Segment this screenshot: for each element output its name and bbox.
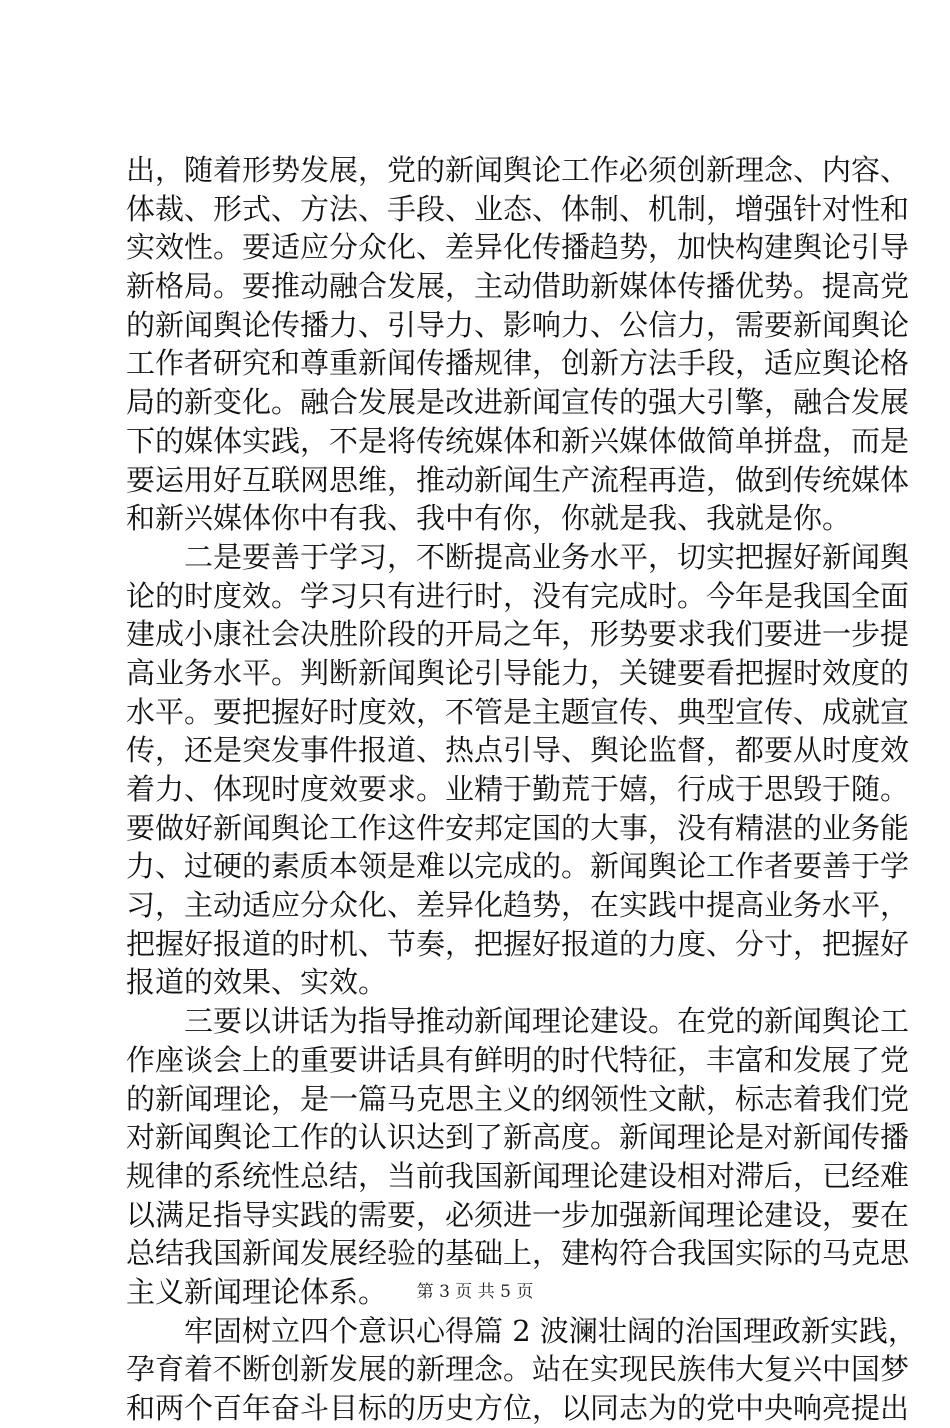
text-line: 和新兴媒体你中有我、我中有你，你就是我、我就是你。 [126,501,852,536]
text-line: 着力、体现时度效要求。业精于勤荒于嬉，行成于思毁于随。 [126,772,910,806]
text-line: 主义新闻理论体系。 [126,1274,388,1309]
text-line: 二是要善于学习，不断提高业务水平，切实把握好新闻舆 [184,539,910,574]
text-line: 要运用好互联网思维，推动新闻生产流程再造，做到传统媒体 [126,462,910,497]
text-line: 建成小康社会决胜阶段的开局之年，形势要求我们要进一步提 [126,617,910,652]
text-line: 下的媒体实践，不是将传统媒体和新兴媒体做简单拼盘，而是 [126,423,910,458]
text-line: 高业务水平。判断新闻舆论引导能力，关键要看把握时效度的 [126,655,910,690]
paragraph [126,1002,910,1312]
text-line: 出，随着形势发展，党的新闻舆论工作必须创新理念、内容、 [126,153,910,187]
text-line: 要做好新闻舆论工作这件安邦定国的大事，没有精湛的业务能 [126,810,910,845]
text-line: 总结我国新闻发展经验的基础上，建构符合我国实际的马克思 [126,1236,910,1271]
text-line: 工作者研究和尊重新闻传播规律，创新方法手段，适应舆论格 [126,346,910,381]
text-line: 论的时度效。学习只有进行时，没有完成时。今年是我国全面 [126,578,910,613]
text-line: 力、过硬的素质本领是难以完成的。新闻舆论工作者要善于学 [126,849,910,884]
paragraph [126,151,910,538]
paragraph [126,538,910,1002]
text-line: 和两个百年奋斗目标的历史方位，以同志为的党中央响亮提出 [126,1391,910,1425]
text-line: 水平。要把握好时度效，不管是主题宣传、典型宣传、成就宣 [126,694,910,729]
text-line: 以满足指导实践的需要，必须进一步加强新闻理论建设，要在 [126,1197,910,1232]
text-line: 对新闻舆论工作的认识达到了新高度。新闻理论是对新闻传播 [126,1120,910,1155]
text-line: 作座谈会上的重要讲话具有鲜明的时代特征，丰富和发展了党 [126,1042,910,1077]
text-line: 实效性。要适应分众化、差异化传播趋势，加快构建舆论引导 [126,230,910,265]
text-line: 传，还是突发事件报道、热点引导、舆论监督，都要从时度效 [126,733,910,768]
text-line: 把握好报道的时机、节奏，把握好报道的力度、分寸，把握好 [126,926,910,961]
body-text [126,151,917,1428]
paragraph [126,1312,917,1428]
text-line: 局的新变化。融合发展是改进新闻宣传的强大引擎，融合发展 [126,385,910,420]
text-line: 习，主动适应分众化、差异化趋势，在实践中提高业务水平， [126,888,910,923]
page-footer: 第 3 页 共 5 页 [416,1282,534,1302]
text-line: 报道的效果、实效。 [126,965,388,1000]
text-line: 新格局。要推动融合发展，主动借助新媒体传播优势。提高党 [126,269,910,304]
text-line: 规律的系统性总结，当前我国新闻理论建设相对滞后，已经难 [126,1158,910,1193]
text-line: 牢固树立四个意识心得篇 2 波澜壮阔的治国理政新实践， [184,1313,917,1348]
text-line: 的新闻理论，是一篇马克思主义的纲领性文献，标志着我们党 [126,1081,910,1116]
text-line: 三要以讲话为指导推动新闻理论建设。在党的新闻舆论工 [184,1004,910,1039]
text-line: 孕育着不断创新发展的新理念。站在实现民族伟大复兴中国梦 [126,1352,910,1387]
text-line: 体裁、形式、方法、手段、业态、体制、机制，增强针对性和 [126,191,910,226]
text-line: 的新闻舆论传播力、引导力、影响力、公信力，需要新闻舆论 [126,307,910,342]
